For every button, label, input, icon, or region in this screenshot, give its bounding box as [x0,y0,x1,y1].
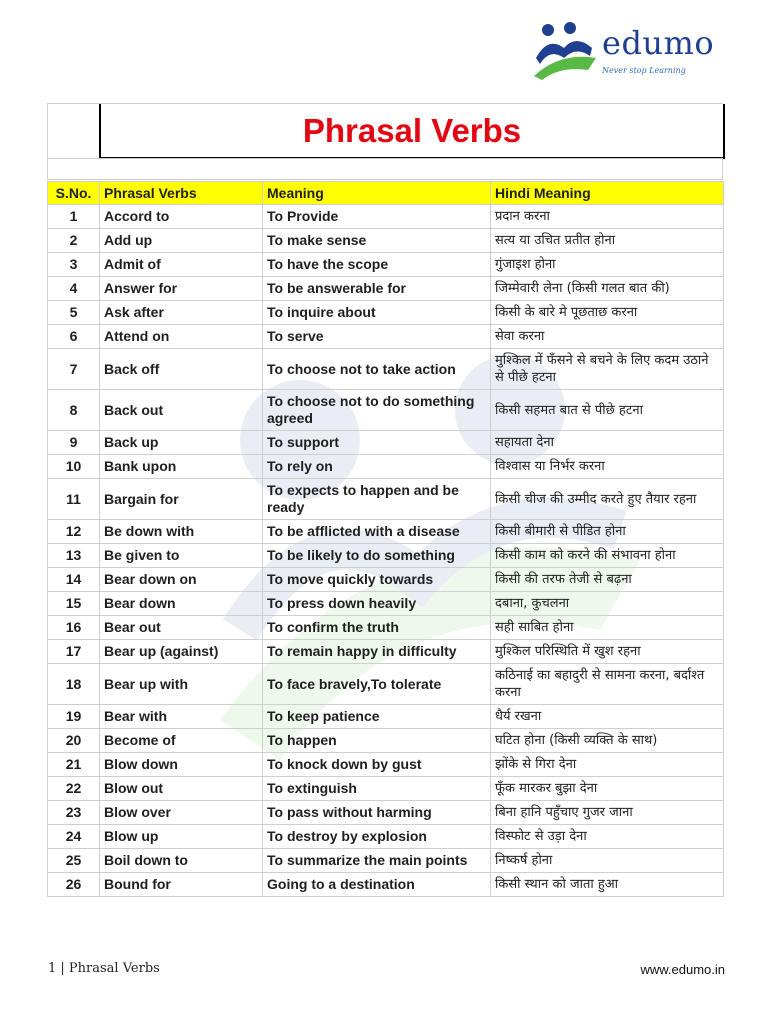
cell-hindi: किसी बीमारी से पीडित होना [491,520,724,544]
table-row [48,349,724,390]
cell-sno: 24 [48,825,100,849]
cell-verb: Blow down [100,753,263,777]
cell-verb: Bargain for [100,479,263,520]
cell-verb: Become of [100,729,263,753]
cell-sno: 19 [48,705,100,729]
cell-meaning: To have the scope [263,253,491,277]
cell-meaning: To be likely to do something [263,544,491,568]
cell-meaning: To remain happy in difficulty [263,640,491,664]
title-side-cell [47,104,100,159]
cell-hindi: किसी की तरफ तेजी से बढ़ना [491,568,724,592]
cell-meaning: To Provide [263,205,491,229]
table-row [48,729,724,753]
cell-sno: 6 [48,325,100,349]
cell-sno: 3 [48,253,100,277]
table-row [48,568,724,592]
cell-hindi: किसी के बारे मे पूछताछ करना [491,301,724,325]
cell-meaning: To destroy by explosion [263,825,491,849]
edumo-logo-icon [530,18,600,82]
cell-meaning: To choose not to do something agreed [263,390,491,431]
title-banner [47,103,723,159]
header-verb: Phrasal Verbs [100,182,263,205]
cell-hindi: किसी सहमत बात से पीछे हटना [491,390,724,431]
table-header-row [48,182,724,205]
cell-sno: 26 [48,873,100,897]
table-row [48,229,724,253]
cell-sno: 15 [48,592,100,616]
cell-meaning: To serve [263,325,491,349]
cell-hindi: कठिनाई का बहादुरी से सामना करना, बर्दाश्त करना [491,664,724,705]
cell-meaning: To be afflicted with a disease [263,520,491,544]
cell-hindi: सेवा करना [491,325,724,349]
cell-hindi: फूँक मारकर बुझा देना [491,777,724,801]
cell-verb: Be down with [100,520,263,544]
cell-meaning: To confirm the truth [263,616,491,640]
table-row [48,801,724,825]
cell-hindi: सत्य या उचित प्रतीत होना [491,229,724,253]
cell-sno: 9 [48,431,100,455]
cell-sno: 25 [48,849,100,873]
table-row [48,616,724,640]
header-hindi: Hindi Meaning [491,182,724,205]
cell-sno: 10 [48,455,100,479]
phrasal-verbs-table [47,181,724,897]
table-row [48,431,724,455]
title-cell [99,104,725,159]
cell-sno: 8 [48,390,100,431]
cell-meaning: To knock down by gust [263,753,491,777]
cell-verb: Bear up with [100,664,263,705]
cell-verb: Answer for [100,277,263,301]
cell-hindi: प्रदान करना [491,205,724,229]
cell-sno: 7 [48,349,100,390]
table-row [48,825,724,849]
table-row [48,325,724,349]
cell-sno: 4 [48,277,100,301]
cell-hindi: धैर्य रखना [491,705,724,729]
header-sno: S.No. [48,182,100,205]
cell-sno: 14 [48,568,100,592]
brand-tagline: Never stop Learning [602,66,686,75]
table-row [48,205,724,229]
page-title: Phrasal Verbs [302,111,522,149]
cell-meaning: To pass without harming [263,801,491,825]
cell-verb: Blow up [100,825,263,849]
cell-verb: Accord to [100,205,263,229]
table-row [48,520,724,544]
cell-hindi: निष्कर्ष होना [491,849,724,873]
table-row [48,777,724,801]
spacer-row [47,158,723,180]
table-row [48,705,724,729]
cell-meaning: Going to a destination [263,873,491,897]
table-row [48,390,724,431]
cell-hindi: विश्वास या निर्भर करना [491,455,724,479]
cell-verb: Bound for [100,873,263,897]
cell-verb: Back off [100,349,263,390]
cell-meaning: To be answerable for [263,277,491,301]
cell-hindi: गुंजाइश होना [491,253,724,277]
table-row [48,544,724,568]
cell-hindi: बिना हानि पहुँचाए गुजर जाना [491,801,724,825]
table-row [48,455,724,479]
cell-verb: Admit of [100,253,263,277]
footer-page-label: 1 | Phrasal Verbs [48,961,160,976]
cell-hindi: दबाना, कुचलना [491,592,724,616]
cell-meaning: To extinguish [263,777,491,801]
cell-hindi: घटित होना (किसी व्यक्ति के साथ) [491,729,724,753]
cell-sno: 22 [48,777,100,801]
cell-verb: Bear down [100,592,263,616]
cell-verb: Bear down on [100,568,263,592]
cell-meaning: To summarize the main points [263,849,491,873]
cell-verb: Ask after [100,301,263,325]
cell-sno: 5 [48,301,100,325]
cell-verb: Blow out [100,777,263,801]
header-meaning: Meaning [263,182,491,205]
cell-verb: Be given to [100,544,263,568]
cell-sno: 21 [48,753,100,777]
cell-verb: Back out [100,390,263,431]
cell-hindi: मुश्किल परिस्थिति में खुश रहना [491,640,724,664]
table-row [48,640,724,664]
cell-meaning: To happen [263,729,491,753]
cell-hindi: किसी चीज की उम्मीद करते हुए तैयार रहना [491,479,724,520]
cell-sno: 2 [48,229,100,253]
table-row [48,873,724,897]
cell-sno: 12 [48,520,100,544]
cell-verb: Blow over [100,801,263,825]
cell-verb: Bank upon [100,455,263,479]
cell-meaning: To choose not to take action [263,349,491,390]
cell-sno: 18 [48,664,100,705]
cell-sno: 16 [48,616,100,640]
cell-hindi: किसी स्थान को जाता हुआ [491,873,724,897]
cell-sno: 20 [48,729,100,753]
table-row [48,301,724,325]
cell-meaning: To support [263,431,491,455]
table-row [48,592,724,616]
cell-meaning: To face bravely,To tolerate [263,664,491,705]
table-row [48,849,724,873]
cell-hindi: सही साबित होना [491,616,724,640]
table-row [48,277,724,301]
cell-hindi: जिम्मेवारी लेना (किसी गलत बात की) [491,277,724,301]
cell-sno: 13 [48,544,100,568]
cell-verb: Bear up (against) [100,640,263,664]
cell-meaning: To make sense [263,229,491,253]
footer-website: www.edumo.in [640,962,725,977]
cell-verb: Bear with [100,705,263,729]
cell-verb: Bear out [100,616,263,640]
table-row [48,253,724,277]
cell-hindi: किसी काम को करने की संभावना होना [491,544,724,568]
cell-hindi: विस्फोट से उड़ा देना [491,825,724,849]
cell-meaning: To move quickly towards [263,568,491,592]
cell-verb: Add up [100,229,263,253]
cell-hindi: मुश्किल में फँसने से बचने के लिए कदम उठाने से पीछे हटना [491,349,724,390]
cell-sno: 17 [48,640,100,664]
table-row [48,664,724,705]
cell-meaning: To keep patience [263,705,491,729]
brand-name: edumo [602,24,715,62]
cell-meaning: To press down heavily [263,592,491,616]
cell-verb: Back up [100,431,263,455]
table-row [48,753,724,777]
cell-verb: Attend on [100,325,263,349]
cell-verb: Boil down to [100,849,263,873]
cell-sno: 1 [48,205,100,229]
table-row [48,479,724,520]
cell-meaning: To expects to happen and be ready [263,479,491,520]
cell-sno: 23 [48,801,100,825]
cell-hindi: सहायता देना [491,431,724,455]
cell-meaning: To rely on [263,455,491,479]
cell-meaning: To inquire about [263,301,491,325]
cell-sno: 11 [48,479,100,520]
cell-hindi: झोंके से गिरा देना [491,753,724,777]
edumo-logo [530,18,720,82]
